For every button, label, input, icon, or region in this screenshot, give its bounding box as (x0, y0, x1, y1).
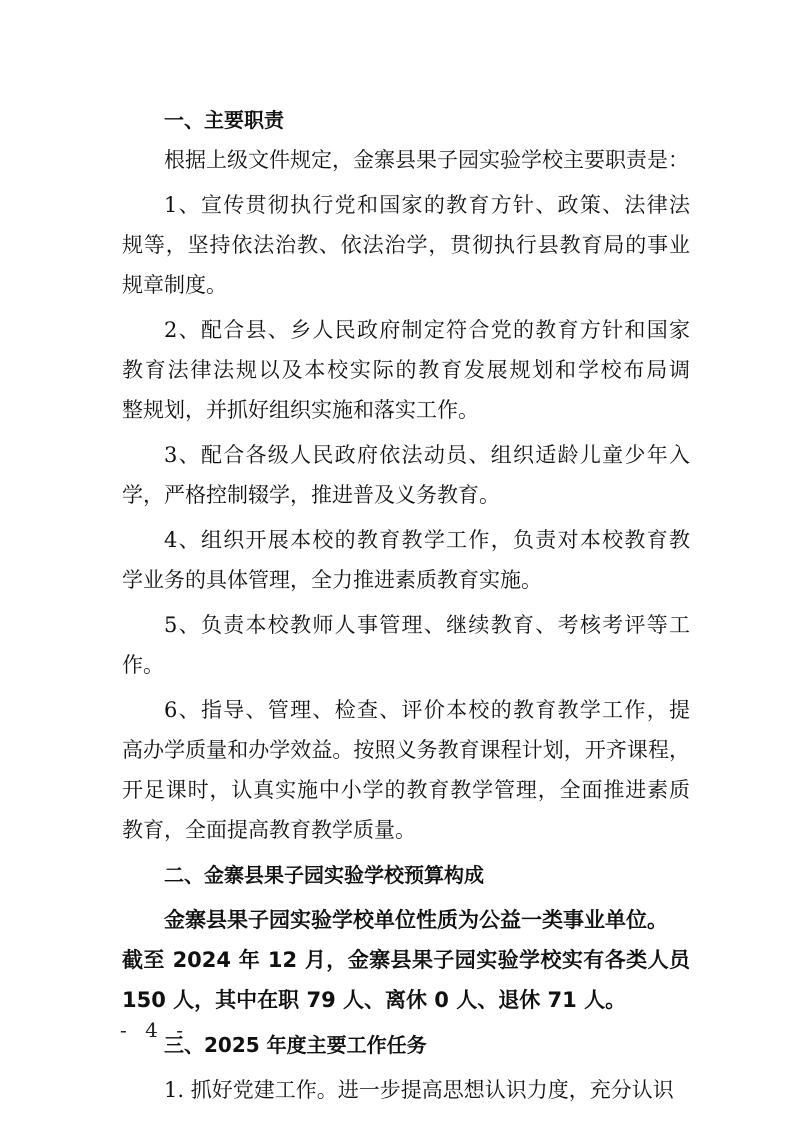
section-heading-tasks: 三、2025 年度主要工作任务 (164, 1033, 427, 1057)
section-heading-duties: 一、主要职责 (164, 108, 284, 132)
budget-line-1: 金寨县果子园实验学校单位性质为公益一类事业单位。 (164, 908, 668, 932)
duty-list (122, 185, 690, 850)
duty-item-line: 规等，坚持依法治教、依法治学，贯彻执行县教育局的事业 (122, 233, 690, 257)
duty-item-line: 作。 (122, 653, 164, 677)
duty-item-line: 4、组织开展本校的教育教学工作，负责对本校教育教 (164, 528, 690, 552)
section-heading-budget: 二、金寨县果子园实验学校预算构成 (164, 863, 484, 887)
duty-item-line: 教育，全面提高教育教学质量。 (122, 818, 416, 842)
duty-item-line: 1、宣传贯彻执行党和国家的教育方针、政策、法律法 (164, 193, 690, 217)
document-body (122, 100, 690, 1110)
duty-item-line: 学业务的具体管理，全力推进素质教育实施。 (122, 568, 542, 592)
duty-item-line: 学，严格控制辍学，推进普及义务教育。 (122, 483, 500, 507)
duty-item-line: 整规划，并抓好组织实施和落实工作。 (122, 398, 479, 422)
duty-item (122, 185, 690, 305)
duty-item-line: 高办学质量和办学效益。按照义务教育课程计划，开齐课程， (122, 738, 690, 762)
duty-item-line: 3、配合各级人民政府依法动员、组织适龄儿童少年入 (164, 443, 690, 467)
duty-item-line: 开足课时，认真实施中小学的教育教学管理，全面推进素质 (122, 778, 690, 802)
duty-item-line: 2、配合县、乡人民政府制定符合党的教育方针和国家 (164, 318, 690, 342)
duty-item-line: 教育法律法规以及本校实际的教育发展规划和学校布局调 (122, 358, 690, 382)
duty-item (122, 605, 690, 685)
duty-item (122, 690, 690, 850)
budget-line-2: 截至 2024 年 12 月，金寨县果子园实验学校实有各类人员 (122, 948, 690, 972)
duty-item (122, 435, 690, 515)
duty-item-line: 规章制度。 (122, 273, 227, 297)
page-number: - 4 - (120, 1018, 189, 1042)
duty-item-line: 5、负责本校教师人事管理、继续教育、考核考评等工 (164, 613, 690, 637)
budget-line-3: 150 人，其中在职 79 人、离休 0 人、退休 71 人。 (122, 988, 627, 1012)
duty-item-line: 6、指导、管理、检查、评价本校的教育教学工作，提 (164, 698, 690, 722)
duty-item (122, 520, 690, 600)
duty-item (122, 310, 690, 430)
task-line-1: 1. 抓好党建工作。进一步提高思想认识力度，充分认识 (164, 1078, 674, 1102)
intro-paragraph: 根据上级文件规定，金寨县果子园实验学校主要职责是： (164, 148, 689, 172)
